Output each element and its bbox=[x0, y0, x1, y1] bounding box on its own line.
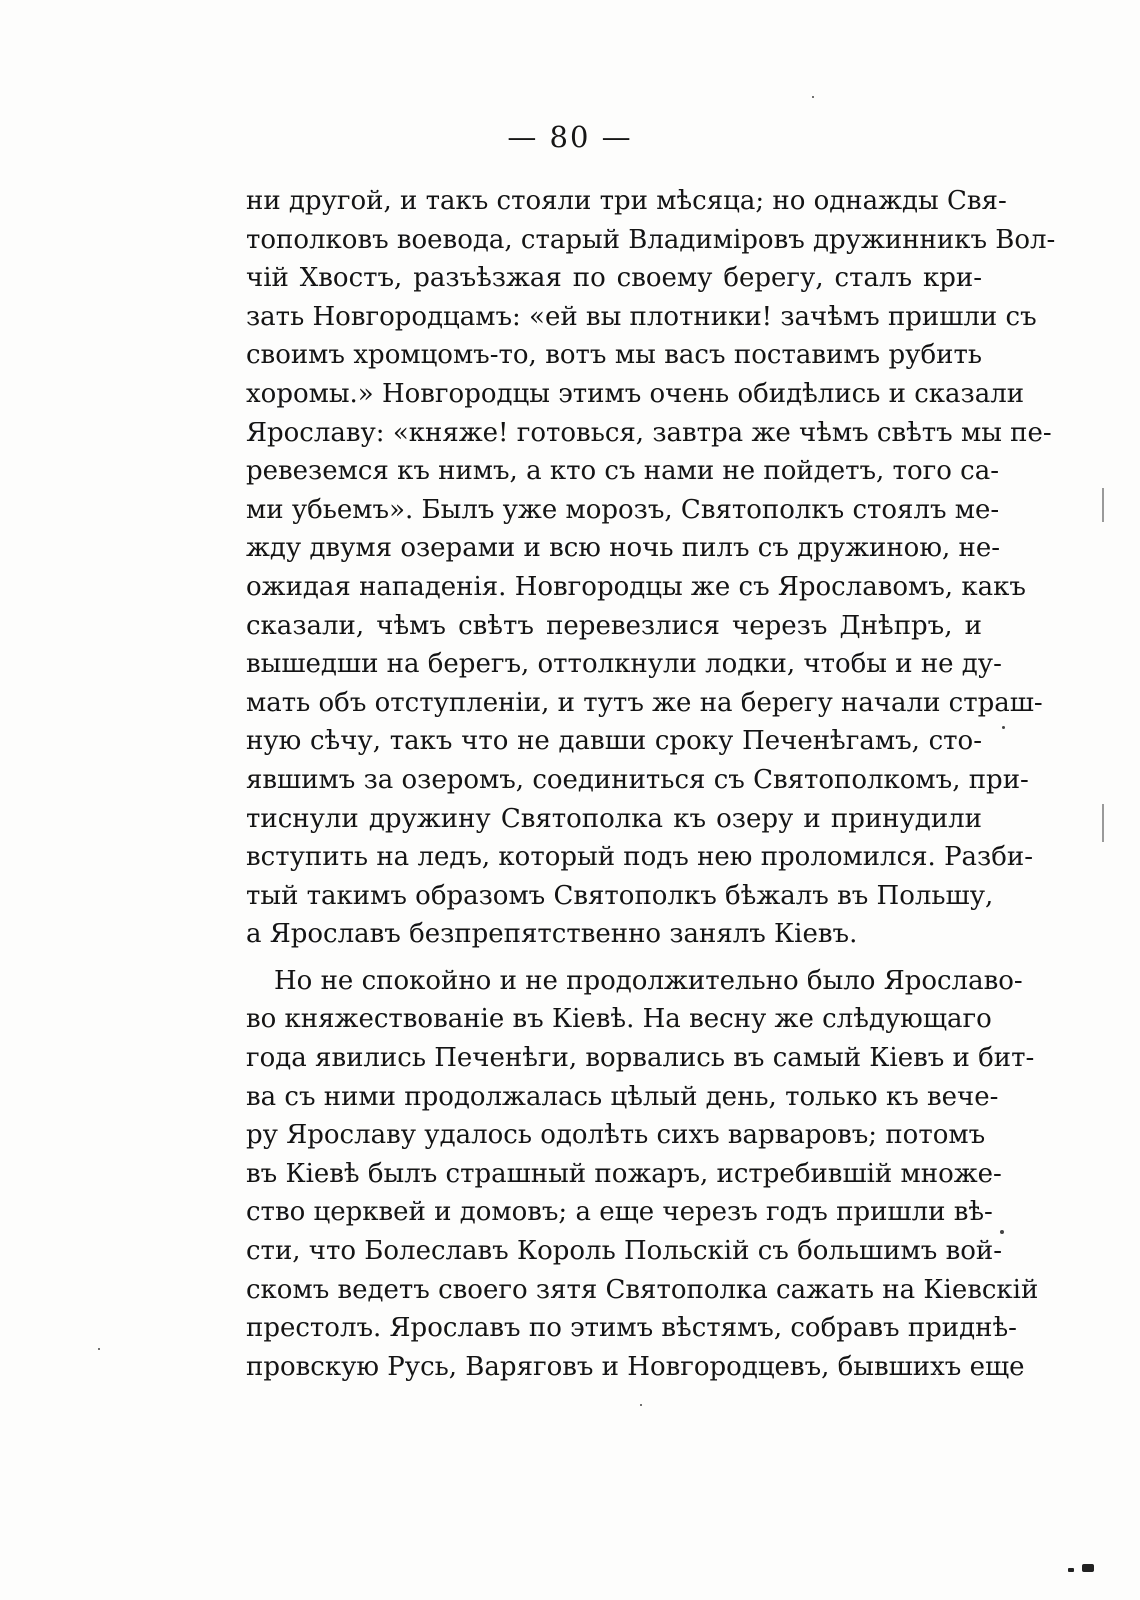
text-line: скомъ ведетъ своего зятя Святополка сажать на Кіевскій bbox=[246, 1274, 1039, 1305]
scan-speck bbox=[1102, 804, 1104, 842]
text-line: года явились Печенѣги, ворвались въ самый Кіевъ и бит- bbox=[246, 1043, 1035, 1074]
text-line: а Ярославъ безпрепятственно занялъ Кіевъ. bbox=[246, 919, 858, 950]
text-line: во княжествованіе въ Кіевѣ. На весну же слѣдующаго bbox=[246, 1004, 992, 1035]
paragraph-gap bbox=[246, 954, 982, 962]
text-line: жду двумя озерами и всю ночь пилъ съ дружиною, не- bbox=[246, 533, 1000, 564]
text-line: ми убьемъ». Былъ уже морозъ, Святополкъ стоялъ ме- bbox=[246, 494, 1000, 525]
text-line: ни другой, и такъ стояли три мѣсяца; но однажды Свя- bbox=[246, 186, 1007, 216]
text-line: сти, что Болеславъ Король Польскій съ большимъ вой- bbox=[246, 1236, 1002, 1267]
text-line: зать Новгородцамъ: «ей вы плотники! зачѣмъ пришли съ bbox=[246, 301, 1037, 332]
scan-speck bbox=[812, 96, 814, 98]
text-line: тый такимъ образомъ Святополкъ бѣжалъ въ Польшу, bbox=[246, 880, 994, 911]
scan-speck bbox=[1102, 488, 1104, 522]
scan-speck bbox=[1002, 726, 1005, 729]
text-line: тополковъ воевода, старый Владиміровъ дружинникъ Вол- bbox=[246, 224, 1056, 255]
text-line: ва съ ними продолжалась цѣлый день, только къ вече- bbox=[246, 1081, 999, 1112]
text-line: явшимъ за озеромъ, соединиться съ Святополкомъ, при- bbox=[246, 764, 1029, 795]
text-line: престолъ. Ярославъ по этимъ вѣстямъ, собравъ приднѣ- bbox=[246, 1313, 1017, 1344]
scan-speck bbox=[1000, 1230, 1004, 1234]
body-text bbox=[246, 182, 1056, 1386]
paragraph-2 bbox=[246, 962, 1039, 1387]
text-line: ру Ярославу удалось одолѣть сихъ варваровъ; потомъ bbox=[246, 1120, 986, 1151]
text-line: сказали, чѣмъ свѣтъ перевезлися черезъ Днѣпръ, и bbox=[246, 610, 982, 641]
text-line: хоромы.» Новгородцы этимъ очень обидѣлись и сказали bbox=[246, 378, 1025, 409]
text-line: въ Кіевѣ былъ страшный пожаръ, истребившій множе- bbox=[246, 1158, 1002, 1189]
text-line: ство церквей и домовъ; а еще черезъ годъ пришли вѣ- bbox=[246, 1197, 993, 1228]
scan-speck bbox=[98, 1348, 100, 1350]
text-line: вышедши на берегъ, оттолкнули лодки, чтобы и не ду- bbox=[246, 649, 1002, 680]
text-line: ную сѣчу, такъ что не давши сроку Печенѣгамъ, сто- bbox=[246, 726, 982, 757]
paragraph-1 bbox=[246, 182, 1056, 954]
text-line: Но не спокойно и не продолжительно было Ярославо- bbox=[274, 965, 1023, 996]
text-line: тиснули дружину Святополка къ озеру и принудили bbox=[246, 803, 982, 834]
text-line: мать объ отступленіи, и тутъ же на берегу начали страш- bbox=[246, 687, 1043, 718]
text-line: ожидая нападенія. Новгородцы же съ Ярославомъ, какъ bbox=[246, 571, 1026, 602]
text-line: ревеземся къ нимъ, а кто съ нами не пойдетъ, того са- bbox=[246, 456, 999, 487]
text-line: Ярославу: «княже! готовься, завтра же чѣмъ свѣтъ мы пе- bbox=[246, 417, 1052, 448]
text-line: своимъ хромцомъ-то, вотъ мы васъ поставимъ рубить bbox=[246, 340, 982, 371]
text-line: чій Хвостъ, разъѣзжая по своему берегу, сталъ кри- bbox=[246, 263, 982, 294]
page-number: — 80 — bbox=[507, 120, 633, 154]
scan-speck bbox=[1082, 1564, 1094, 1572]
scan-speck bbox=[1068, 1568, 1074, 1572]
scan-speck bbox=[640, 1404, 642, 1406]
text-line: вступить на ледъ, который подъ нею проломился. Разби- bbox=[246, 842, 1034, 873]
text-line: провскую Русь, Варяговъ и Новгородцевъ, бывшихъ еще bbox=[246, 1351, 1025, 1382]
